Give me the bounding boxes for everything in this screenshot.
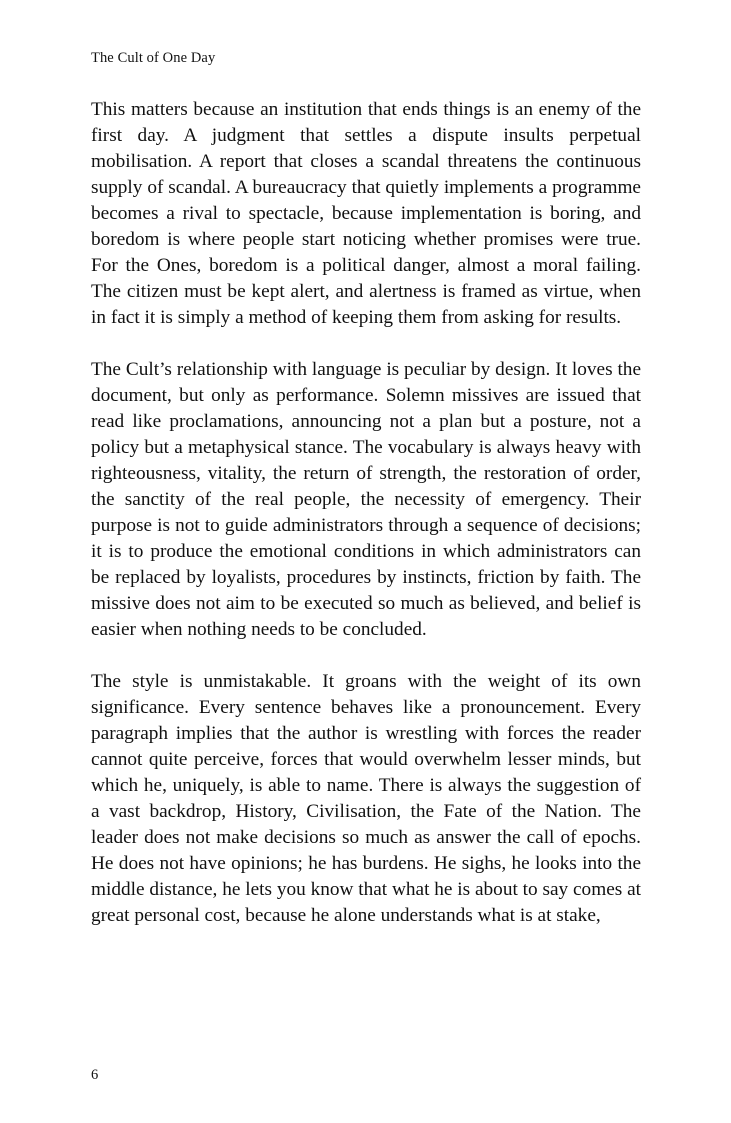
page-number: 6 (91, 1067, 99, 1083)
body-text (91, 97, 641, 955)
paragraph: This matters because an institution that ends things is an enemy of the first day. A judgment that settles a dispute insults perpetual mobilisation. A report that closes a scandal threatens the continuous supply of scandal. A bureaucracy that quietly implements a programme becomes a rival to spectacle, because implementation is boring, and boredom is where people start noticing whether promises were true. For the Ones, boredom is a political danger, almost a moral failing. The citizen must be kept alert, and alertness is framed as virtue, when in fact it is simply a method of keeping them from asking for results. (91, 99, 641, 328)
paragraph: The style is unmistakable. It groans with the weight of its own significance. Every sentence behaves like a pronouncement. Every paragraph implies that the author is wrestling with forces the reader cannot quite perceive, forces that would overwhelm lesser minds, but which he, uniquely, is able to name. There is always the suggestion of a vast backdrop, History, Civilisation, the Fate of the Nation. The leader does not make decisions so much as answer the call of epochs. He does not have opinions; he has burdens. He sighs, he looks into the middle distance, he lets you know that what he is about to say comes at great personal cost, because he alone understands what is at stake, (91, 671, 641, 926)
running-head: The Cult of One Day (91, 50, 216, 66)
paragraph: The Cult’s relationship with language is peculiar by design. It loves the document, but only as performance. Solemn missives are issued that read like proclamations, announcing not a plan but a posture, not a policy but a metaphysical stance. The vocabulary is always heavy with righteousness, vitality, the return of strength, the restoration of order, the sanctity of the real people, the necessity of emergency. Their purpose is not to guide administrators through a sequence of decisions; it is to produce the emotional conditions in which administrators can be replaced by loyalists, procedures by instincts, friction by faith. The missive does not aim to be executed so much as believed, and belief is easier when nothing needs to be concluded. (91, 359, 641, 640)
